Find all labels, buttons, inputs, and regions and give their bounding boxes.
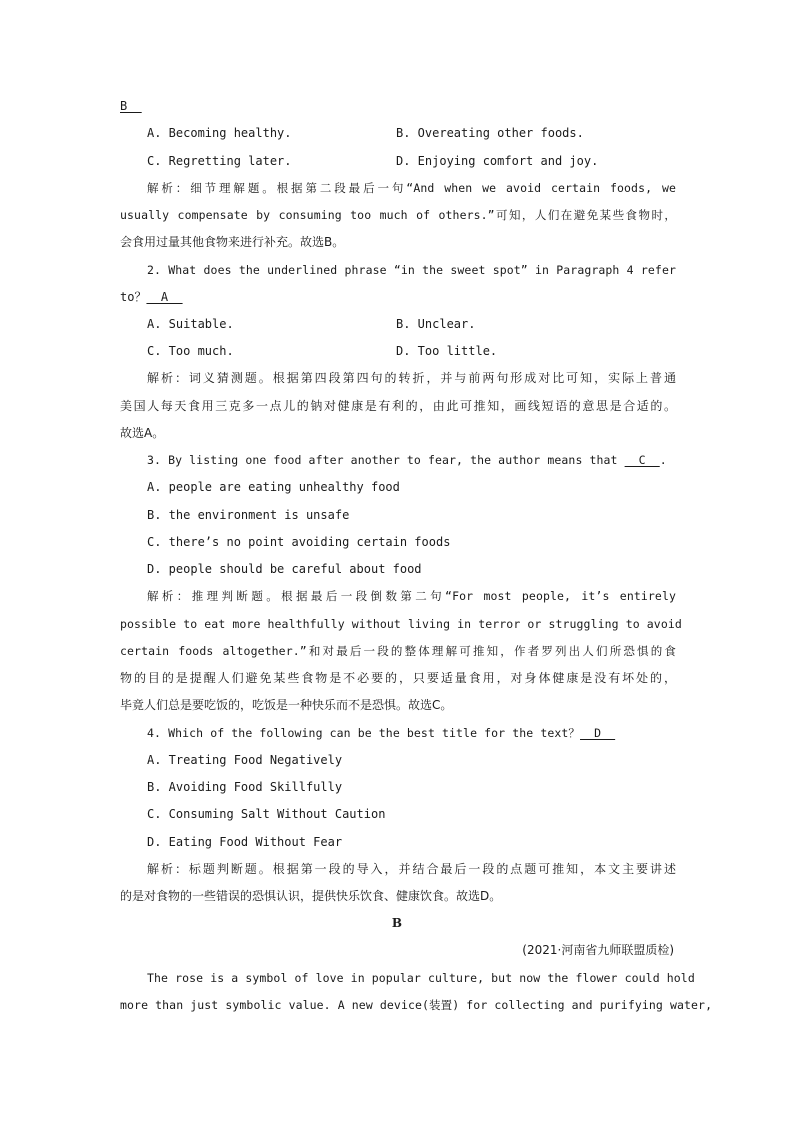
q1-explain-line-1: 解析：细节理解题。根据第二段最后一句“And when we avoid certain foods, we xyxy=(147,181,676,195)
q3-option-b: B. the environment is unsafe xyxy=(147,508,350,522)
q1-options-row-2 xyxy=(147,153,676,169)
q4-explain-line-2: 的是对食物的一些错误的恐惧认识，提供快乐饮食、健康饮食。故选D。 xyxy=(120,889,502,903)
q3-explain-line-4: 物的目的是提醒人们避免某些食物是不必要的，只要适量食用，对身体健康是没有坏处的， xyxy=(120,671,676,685)
q3-explain-line-3: certain foods altogether.”和对最后一段的整体理解可推知，作者罗列出人们所恐惧的食 xyxy=(120,644,676,658)
passage-line-2: more than just symbolic value. A new device(装置) for collecting and purifying water, xyxy=(120,998,713,1012)
q1-option-a: A. Becoming healthy. xyxy=(147,126,292,140)
q3-explain-line-5: 毕竟人们总是要吃饭的，吃饭是一种快乐而不是恐惧。故选C。 xyxy=(120,698,453,712)
q3-stem-suffix: . xyxy=(659,453,667,467)
q1-option-d: D. Enjoying comfort and joy. xyxy=(396,154,599,168)
q1-answer: B xyxy=(120,99,142,113)
q2-explain-line-1: 解析：词义猜测题。根据第四段第四句的转折，并与前两句形成对比可知，实际上普通 xyxy=(147,371,676,385)
q2-explain-line-3: 故选A。 xyxy=(120,426,165,440)
q1-explain-line-3: 会食用过量其他食物来进行补充。故选B。 xyxy=(120,235,345,249)
q3-option-a: A. people are eating unhealthy food xyxy=(147,480,400,494)
q2-stem-line-2 xyxy=(120,289,676,305)
q2-option-d: D. Too little. xyxy=(396,344,498,358)
q3-option-c: C. there’s no point avoiding certain foods xyxy=(147,535,451,549)
q4-option-b: B. Avoiding Food Skillfully xyxy=(147,780,343,794)
q1-answer-line xyxy=(120,98,676,114)
q2-stem-line-1: 2. What does the underlined phrase “in the sweet spot” in Paragraph 4 refer xyxy=(147,263,676,277)
q2-answer: A xyxy=(146,290,183,304)
q3-stem xyxy=(147,452,676,468)
q3-stem-prefix: 3. By listing one food after another to fear, the author means that xyxy=(147,453,625,467)
q2-option-a: A. Suitable. xyxy=(147,317,234,331)
section-source: (2021·河南省九师联盟质检) xyxy=(522,943,674,957)
q2-options-row-1 xyxy=(147,316,676,332)
q4-answer: D xyxy=(580,726,616,740)
q2-option-c: C. Too much. xyxy=(147,344,234,358)
q1-option-b: B. Overeating other foods. xyxy=(396,126,584,140)
q3-answer: C xyxy=(624,453,660,467)
q1-explain-line-2: usually compensate by consuming too much of others.”可知，人们在避免某些食物时， xyxy=(120,208,676,222)
q1-options-row-1 xyxy=(147,125,676,141)
q2-stem-prefix: to？ xyxy=(120,290,147,304)
q3-explain-line-1: 解析：推理判断题。根据最后一段倒数第二句“For most people, it’s entirely xyxy=(147,589,676,603)
q2-option-b: B. Unclear. xyxy=(396,317,476,331)
q2-explain-line-2: 美国人每天食用三克多一点儿的钠对健康是有利的，由此可推知，画线短语的意思是合适的。 xyxy=(120,399,676,413)
section-heading: B xyxy=(391,916,403,930)
q4-explain-line-1: 解析：标题判断题。根据第一段的导入，并结合最后一段的点题可推知，本文主要讲述 xyxy=(147,862,676,876)
q4-option-c: C. Consuming Salt Without Caution xyxy=(147,807,386,821)
q4-option-a: A. Treating Food Negatively xyxy=(147,753,343,767)
q3-option-d: D. people should be careful about food xyxy=(147,562,422,576)
q4-stem xyxy=(147,725,676,741)
q2-options-row-2 xyxy=(147,343,676,359)
passage-line-1: The rose is a symbol of love in popular culture, but now the flower could hold xyxy=(147,971,695,985)
q3-explain-line-2: possible to eat more healthfully without living in terror or struggling to avoid xyxy=(120,617,682,631)
q1-option-c: C. Regretting later. xyxy=(147,154,292,168)
q4-option-d: D. Eating Food Without Fear xyxy=(147,835,343,849)
q4-stem-prefix: 4. Which of the following can be the best title for the text？ xyxy=(147,726,581,740)
